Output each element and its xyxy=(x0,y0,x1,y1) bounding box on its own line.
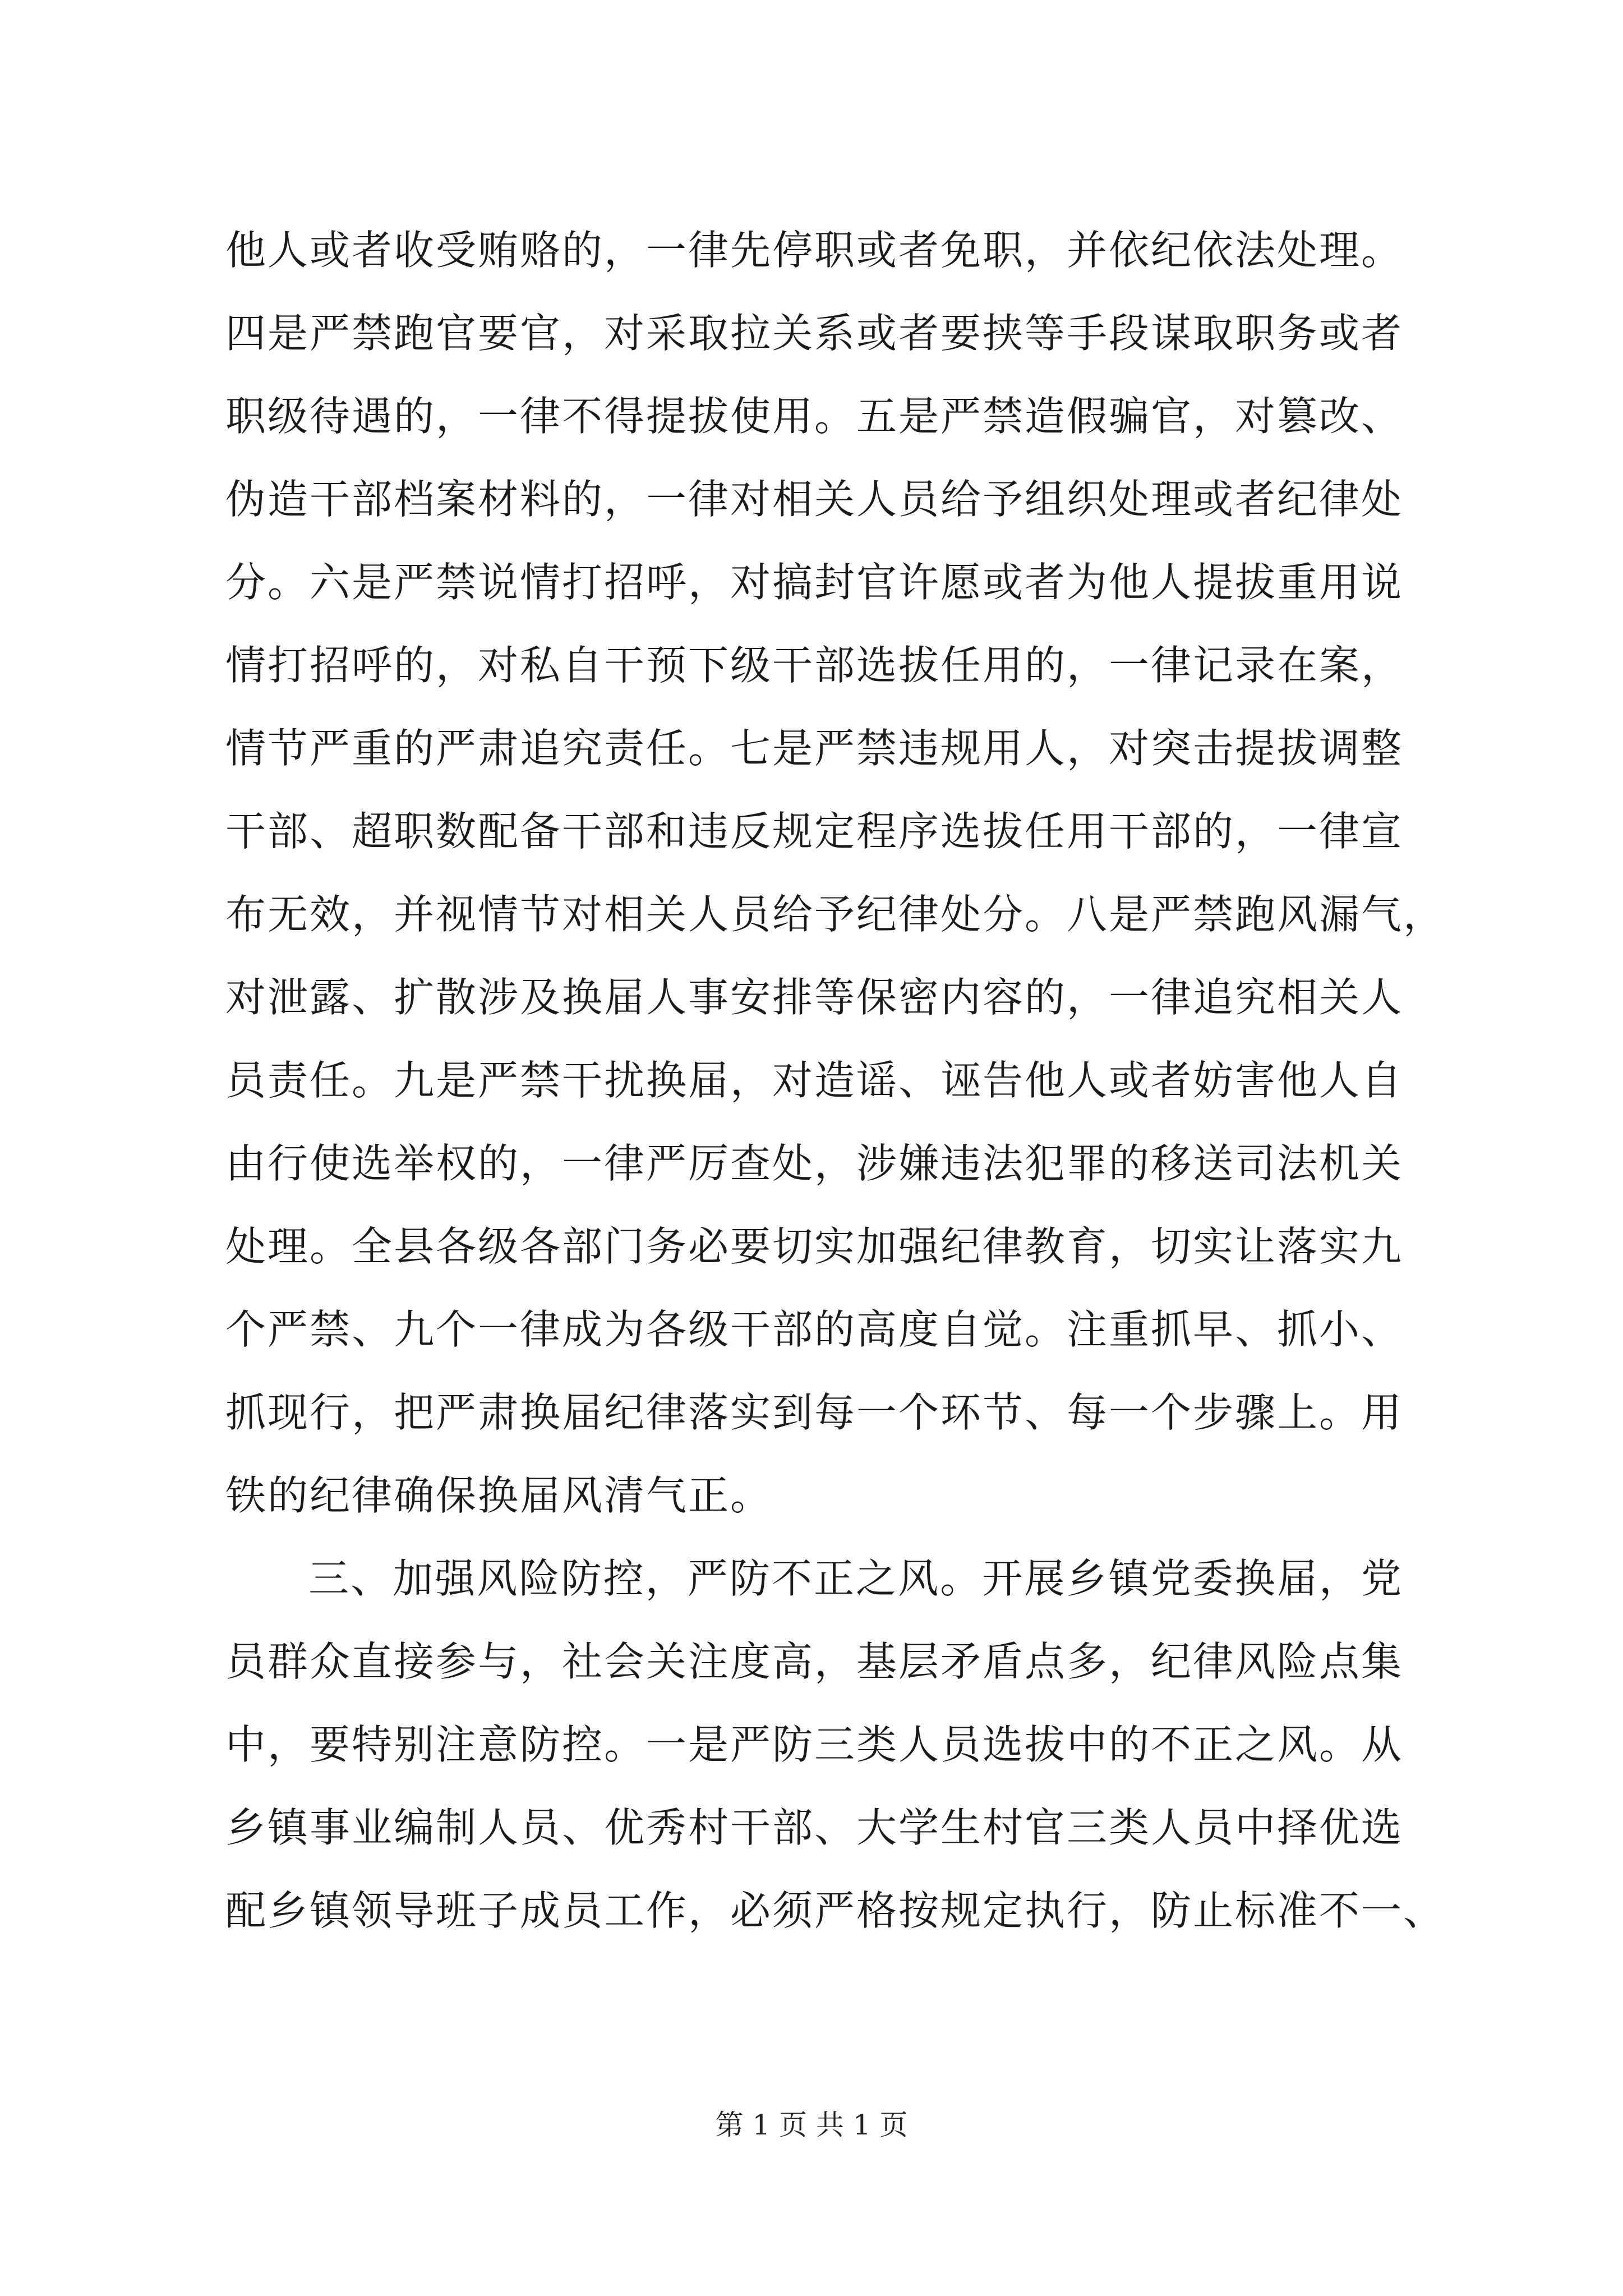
text-line: 分。六是严禁说情打招呼，对搞封官许愿或者为他人提拔重用说 xyxy=(225,559,1404,606)
text-line: 由行使选举权的，一律严厉查处，涉嫌违法犯罪的移送司法机关 xyxy=(225,1140,1404,1187)
text-line: 乡镇事业编制人员、优秀村干部、大学生村官三类人员中择优选 xyxy=(225,1804,1404,1851)
text-line: 四是严禁跑官要官，对采取拉关系或者要挟等手段谋取职务或者 xyxy=(225,310,1404,357)
text-line: 对泄露、扩散涉及换届人事安排等保密内容的，一律追究相关人 xyxy=(225,974,1404,1021)
text-line: 干部、超职数配备干部和违反规定程序选拔任用干部的，一律宣 xyxy=(225,808,1404,855)
text-line: 中，要特别注意防控。一是严防三类人员选拔中的不正之风。从 xyxy=(225,1721,1404,1768)
text-line: 情节严重的严肃追究责任。七是严禁违规用人，对突击提拔调整 xyxy=(225,725,1404,772)
text-line: 配乡镇领导班子成员工作，必须严格按规定执行，防止标准不一、 xyxy=(225,1887,1446,1934)
text-line: 铁的纪律确保换届风清气正。 xyxy=(225,1472,773,1519)
text-line: 他人或者收受贿赂的，一律先停职或者免职，并依纪依法处理。 xyxy=(225,227,1404,274)
text-line: 个严禁、九个一律成为各级干部的高度自觉。注重抓早、抓小、 xyxy=(225,1306,1404,1353)
text-line: 员群众直接参与，社会关注度高，基层矛盾点多，纪律风险点集 xyxy=(225,1638,1404,1685)
page-footer: 第 1 页 共 1 页 xyxy=(715,2109,908,2141)
text-line: 伪造干部档案材料的，一律对相关人员给予组织处理或者纪律处 xyxy=(225,476,1404,523)
section-heading-line: 三、加强风险防控，严防不正之风。开展乡镇党委换届，党 xyxy=(308,1555,1403,1602)
text-line: 布无效，并视情节对相关人员给予纪律处分。八是严禁跑风漏气， xyxy=(225,891,1446,938)
text-line: 处理。全县各级各部门务必要切实加强纪律教育，切实让落实九 xyxy=(225,1223,1404,1270)
document-body xyxy=(225,209,1446,1952)
text-line: 抓现行，把严肃换届纪律落实到每一个环节、每一个步骤上。用 xyxy=(225,1389,1404,1436)
text-line: 职级待遇的，一律不得提拔使用。五是严禁造假骗官，对篡改、 xyxy=(225,393,1404,440)
text-line: 员责任。九是严禁干扰换届，对造谣、诬告他人或者妨害他人自 xyxy=(225,1057,1404,1104)
text-line: 情打招呼的，对私自干预下级干部选拔任用的，一律记录在案， xyxy=(225,642,1404,689)
